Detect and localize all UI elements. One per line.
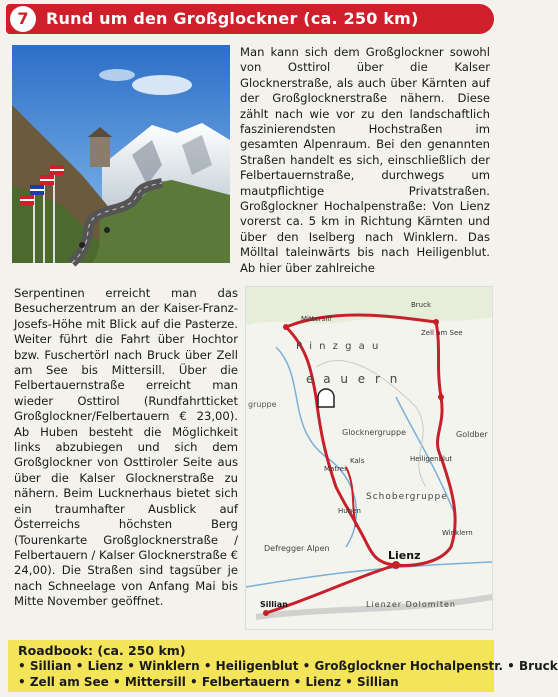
roadbook-line-1: • Sillian • Lienz • Winklern • Heiligenblut • Großglockner Hochalpenstr. • Bruck: [18, 659, 558, 673]
map-label-huben: Huben: [338, 507, 361, 515]
continuation-paragraph: Serpentinen erreicht man das Besucherzentrum an der Kaiser-Franz-Josefs-Höhe mit Blick auf die Pasterze. Weiter führt die Fahrt über Hochtor bzw. Fuschertörl nach Bruck über Zell am See bis Mittersill. Über die Felbertauernstraße erreicht man wieder Osttirol (Rundfahrtticket Großglockner/Felbertauern € 23,00). Ab Huben besteht die Möglichkeit links abzubiegen und sich dem Großglockner von Osttiroler Seite aus über die Kalser Glocknerstraße zu nähern. Beim Lucknerhaus bietet sich ein traumhafter Ausblick auf Österreichs höchsten Berg (Tourenkarte Großglocknerstraße / Felbertauern / Kalser Glocknerstraße € 24,00). Die Straßen sind tagsüber je nach Schneelage von Anfang Mai bis Mitte November geöffnet.: [14, 286, 238, 609]
map-label-mittersill: Mittersill: [301, 315, 332, 323]
intro-paragraph: Man kann sich dem Großglockner sowohl von Osttirol über die Kalser Glocknerstraße, als auch über Kärnten auf der Großglocknerstraße nähern. Diese zählt nach wie vor zu den landschaftlich faszinierendsten Hochstraßen im gesamten Alpenraum. Bei den genannten Straßen handelt es sich, einschließlich der Felbertauernstraße, durchwegs um mautpflichtige Privatstraßen. Großglockner Hochalpenstraße: Von Lienz vorerst ca. 5 km in Richtung Kärnten und über den Iselberg nach Winklern. Das Mölltal taleinwärts bis nach Heiligenblut. Ab hier über zahlreiche: [240, 45, 490, 275]
map-label-heiligenblut: Heiligenblut: [410, 455, 453, 463]
map-label-gruppe: gruppe: [248, 400, 277, 409]
map-label-sillian: Sillian: [260, 600, 288, 609]
map-label-bruck: Bruck: [411, 301, 432, 309]
photo-grossglockner-road: [12, 45, 230, 263]
map-label-kals: Kals: [350, 457, 365, 465]
photo-illustration: [12, 45, 230, 263]
map-label-pinzgau: P i n z g a u: [296, 341, 381, 352]
roadbook-line-2: • Zell am See • Mittersill • Felbertauern • Lienz • Sillian: [18, 675, 399, 689]
roadbook-box: [8, 640, 558, 692]
map-label-matrei: Matrei: [324, 465, 347, 473]
chapter-number-badge: 7: [10, 6, 36, 32]
map-label-goldber: Goldber: [456, 430, 488, 439]
chapter-header: [0, 0, 500, 38]
route-map-illustration: [246, 287, 492, 629]
map-label-tauern: e a u e r n: [306, 372, 401, 386]
map-label-dolomiten: Lienzer Dolomiten: [366, 600, 456, 609]
chapter-title: Rund um den Großglockner (ca. 250 km): [46, 9, 419, 28]
map-label-zell: Zell am See: [421, 329, 463, 337]
roadbook-heading: Roadbook: (ca. 250 km): [18, 643, 186, 658]
map-label-schobergruppe: Schobergruppe: [366, 492, 448, 502]
map-label-winklern: Winklern: [442, 529, 473, 537]
map-label-glocknergruppe: Glocknergruppe: [342, 428, 407, 437]
map-label-defregger: Defregger Alpen: [264, 544, 330, 553]
map-label-lienz: Lienz: [388, 549, 421, 562]
glacier-icon: [318, 389, 334, 407]
route-map: [245, 286, 493, 630]
